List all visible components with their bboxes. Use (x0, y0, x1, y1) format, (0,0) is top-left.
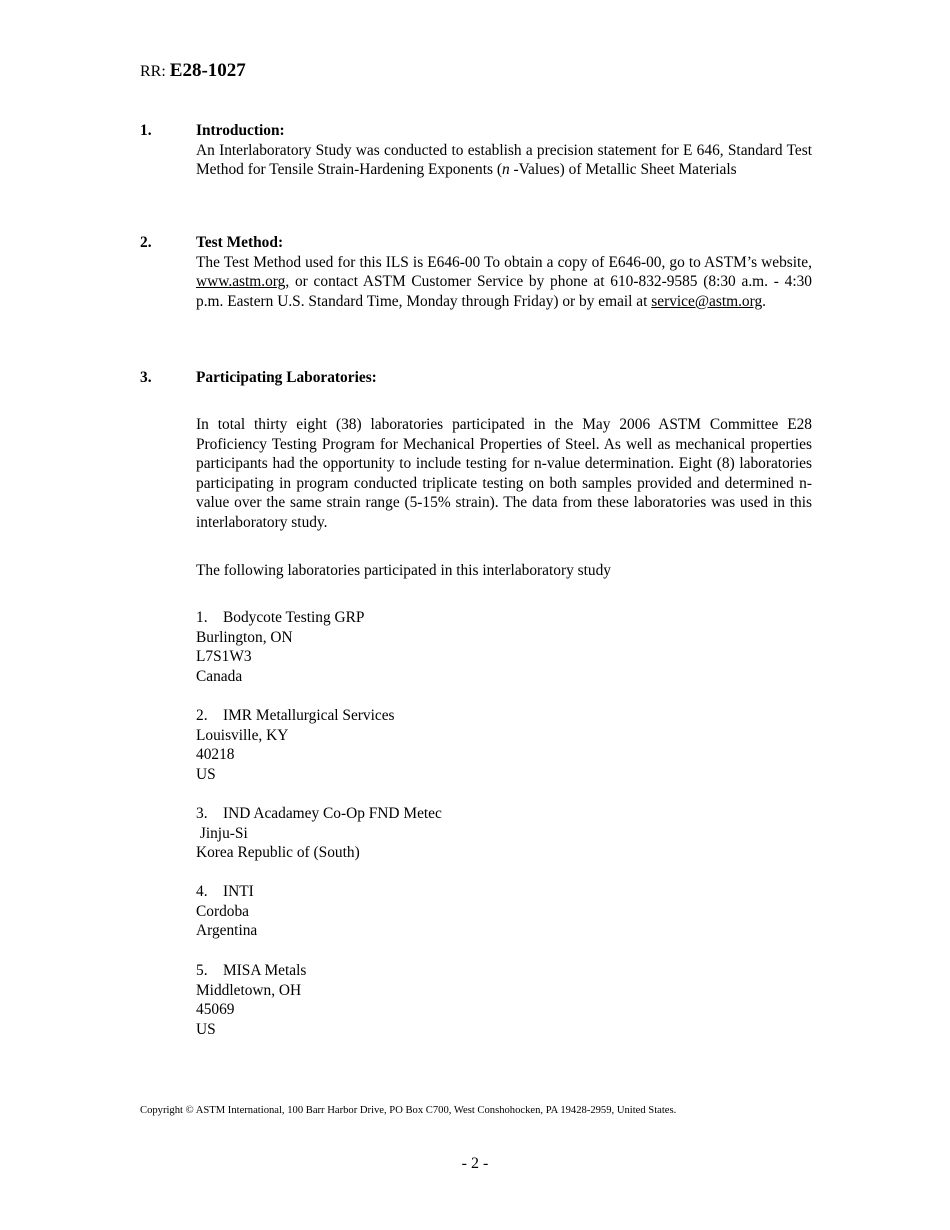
lab-address-line: Canada (196, 667, 243, 685)
lab-address-line: Jinju-Si (196, 824, 248, 842)
section-title: Participating Laboratories: (196, 369, 377, 386)
labs-paragraph-block (140, 415, 812, 533)
lab-name-line (196, 608, 696, 628)
lab-name: IND Acadamey Co-Op FND Metec (223, 805, 442, 822)
section-test-method (140, 233, 812, 311)
lab-name: IMR Metallurgical Services (223, 707, 395, 724)
lab-number: 5. (196, 962, 208, 979)
section-number: 1. (140, 122, 152, 139)
report-id: E28-1027 (169, 60, 246, 81)
lab-address-line: L7S1W3 (196, 648, 252, 666)
lab-address-line: Louisville, KY (196, 726, 289, 744)
copyright-notice: Copyright © ASTM International, 100 Barr Harbor Drive, PO Box C700, West Conshohocken, PA 19428-2959, United States. (140, 1105, 677, 1116)
section-participating-laboratories (140, 368, 812, 388)
lab-address-line: 40218 (196, 746, 235, 764)
astm-website-link[interactable]: www.astm.org, (196, 273, 290, 291)
lab-name: INTI (223, 883, 254, 900)
page-number: - 2 - (461, 1155, 489, 1172)
lab-address-line: US (196, 765, 216, 783)
section-title: Test Method: (196, 234, 284, 251)
lab-address-line: Middletown, OH (196, 981, 302, 999)
section-title: Introduction: (196, 122, 285, 139)
lab-entry (196, 882, 696, 941)
lab-entry (196, 804, 696, 863)
section-number: 2. (140, 234, 152, 251)
lab-address-line: Cordoba (196, 902, 250, 920)
lab-name-line (196, 882, 696, 902)
lab-entry (196, 961, 696, 1039)
lab-entry (196, 706, 696, 784)
lab-name: MISA Metals (223, 962, 307, 979)
labs-paragraph: In total thirty eight (38) laboratories participated in the May 2006 ASTM Committee E28 Proficiency Testing Program for Mechanical Properties of Steel. As well as mechanical properties participants had the opportunity to include testing for n-value determination. Eight (8) laboratories participating in program conducted triplicate testing on both samples provided and determined n-value over the same strain range (5-15% strain). The data from these laboratories was used in this interlaboratory study. (196, 416, 812, 531)
lab-entry (196, 608, 696, 686)
lab-address-line: Korea Republic of (South) (196, 844, 360, 862)
lab-name-line (196, 706, 696, 726)
service-email-link[interactable]: service@astm.org (651, 292, 763, 310)
labs-lead-in: The following laboratories participated in this interlaboratory study (196, 562, 612, 579)
lab-name: Bodycote Testing GRP (223, 609, 365, 626)
lab-address-line: 45069 (196, 1001, 235, 1019)
labs-lead-in-block (140, 561, 812, 581)
section-number: 3. (140, 369, 152, 386)
lab-address-line: Argentina (196, 922, 258, 940)
lab-number: 3. (196, 805, 208, 822)
report-prefix: RR: (140, 63, 166, 80)
lab-name-line (196, 804, 696, 824)
lab-number: 4. (196, 883, 208, 900)
lab-address-line: US (196, 1020, 216, 1038)
report-header (140, 61, 246, 82)
section-text: An Interlaboratory Study was conducted to establish a precision statement for E 646, Standard Test Method for Tensile Strain-Hardening Exponents (n -Values) of Metallic Sheet Materials (196, 141, 812, 179)
lab-number: 1. (196, 609, 208, 626)
lab-address-line: Burlington, ON (196, 628, 293, 646)
lab-number: 2. (196, 707, 208, 724)
section-introduction (140, 121, 812, 180)
section-text: The Test Method used for this ILS is E646-00 To obtain a copy of E646-00, go to ASTM’s website, www.astm.org, or contact ASTM Customer Service by phone at 610-832-9585 (8:30 a.m. - 4:30 p.m. Eastern U.S. Standard Time, Monday through Friday) or by email at service@astm.org. (196, 253, 812, 310)
lab-name-line (196, 961, 696, 981)
